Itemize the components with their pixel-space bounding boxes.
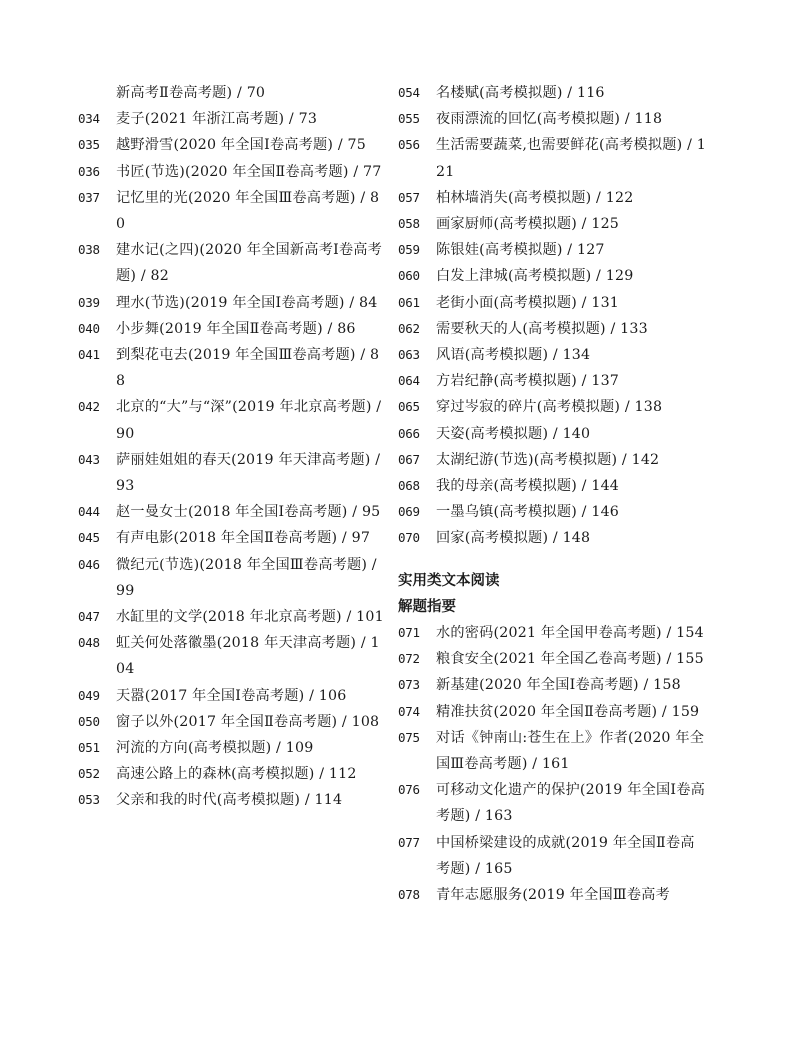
entry-title: 有声电影(2018 年全国Ⅱ卷高考题) / 97 xyxy=(116,530,371,547)
toc-entry xyxy=(398,211,706,237)
entry-title: 到梨花屯去(2019 年全国Ⅲ卷高考题) / 88 xyxy=(116,347,380,390)
toc-entry xyxy=(398,80,706,106)
entry-title: 夜雨漂流的回忆(高考模拟题) / 118 xyxy=(436,111,663,128)
toc-entry xyxy=(398,342,706,368)
entry-title: 我的母亲(高考模拟题) / 144 xyxy=(436,478,620,495)
entry-title: 一墨乌镇(高考模拟题) / 146 xyxy=(436,504,620,521)
entry-number: 059 xyxy=(398,242,420,258)
entry-title: 对话《钟南山:苍生在上》作者(2020 年全国Ⅲ卷高考题) / 161 xyxy=(436,729,705,773)
section-title: 实用类文本阅读 xyxy=(398,572,500,589)
entry-title: 生活需要蔬菜,也需要鲜花(高考模拟题) / 121 xyxy=(436,137,707,180)
toc-entry xyxy=(398,646,706,672)
entry-title: 白发上津城(高考模拟题) / 129 xyxy=(436,268,634,285)
toc-entry xyxy=(78,106,384,132)
entry-number: 067 xyxy=(398,451,420,467)
entry-number: 066 xyxy=(398,425,420,441)
entry-number: 056 xyxy=(398,137,420,153)
entry-number: 055 xyxy=(398,111,420,127)
entry-title: 水缸里的文学(2018 年北京高考题) / 101 xyxy=(116,609,384,626)
toc-entry xyxy=(78,630,384,682)
entry-number: 074 xyxy=(398,703,420,719)
entry-title: 穿过岑寂的碎片(高考模拟题) / 138 xyxy=(436,399,663,416)
entry-number: 044 xyxy=(78,504,100,520)
entry-number: 057 xyxy=(398,189,420,205)
entry-title: 记忆里的光(2020 年全国Ⅲ卷高考题) / 80 xyxy=(116,189,380,233)
entry-title: 越野滑雪(2020 年全国Ⅰ卷高考题) / 75 xyxy=(116,137,367,154)
toc-entry xyxy=(78,761,384,787)
entry-number: 060 xyxy=(398,268,420,284)
toc-list-practical xyxy=(398,620,706,908)
entry-title: 建水记(之四)(2020 年全国新高考Ⅰ卷高考题) / 82 xyxy=(116,242,383,285)
entry-number: 041 xyxy=(78,347,100,363)
toc-entry xyxy=(78,525,384,551)
toc-entry xyxy=(398,132,706,184)
entry-title: 陈银娃(高考模拟题) / 127 xyxy=(436,242,605,259)
entry-title: 天嚣(2017 年全国Ⅰ卷高考题) / 106 xyxy=(116,687,347,704)
entry-title: 萨丽娃姐姐的春天(2019 年天津高考题) / 93 xyxy=(116,451,381,495)
toc-entry xyxy=(398,830,706,882)
toc-entry xyxy=(78,683,384,709)
entry-title: 小步舞(2019 年全国Ⅱ卷高考题) / 86 xyxy=(116,320,356,337)
entry-title: 麦子(2021 年浙江高考题) / 73 xyxy=(116,111,318,128)
entry-number: 045 xyxy=(78,530,100,546)
toc-entry xyxy=(398,620,706,646)
toc-entry xyxy=(398,290,706,316)
toc-entry xyxy=(78,735,384,761)
entry-number: 051 xyxy=(78,740,100,756)
entry-number: 046 xyxy=(78,556,100,572)
entry-number: 037 xyxy=(78,189,100,205)
entry-number: 036 xyxy=(78,163,100,179)
entry-title: 赵一曼女士(2018 年全国Ⅰ卷高考题) / 95 xyxy=(116,504,381,521)
entry-title: 微纪元(节选)(2018 年全国Ⅲ卷高考题) / 99 xyxy=(116,556,377,599)
toc-entry xyxy=(78,342,384,394)
toc-entry xyxy=(398,394,706,420)
toc-entry xyxy=(78,80,384,106)
entry-number: 048 xyxy=(78,635,100,651)
entry-title: 父亲和我的时代(高考模拟题) / 114 xyxy=(116,792,343,809)
entry-title: 新基建(2020 年全国Ⅰ卷高考题) / 158 xyxy=(436,677,681,694)
entry-number: 050 xyxy=(78,713,100,729)
entry-number: 070 xyxy=(398,530,420,546)
toc-entry xyxy=(398,106,706,132)
entry-title: 书匠(节选)(2020 年全国Ⅱ卷高考题) / 77 xyxy=(116,163,382,180)
entry-title: 虹关何处落徽墨(2018 年天津高考题) / 104 xyxy=(116,635,380,678)
toc-entry xyxy=(398,882,706,908)
toc-entry xyxy=(78,709,384,735)
entry-title: 风语(高考模拟题) / 134 xyxy=(436,347,591,364)
entry-title: 北京的“大”与“深”(2019 年北京高考题) / 90 xyxy=(116,399,382,442)
toc-entry xyxy=(398,725,706,777)
entry-number: 062 xyxy=(398,320,420,336)
entry-title: 新高考Ⅱ卷高考题) / 70 xyxy=(116,85,266,101)
entry-title: 高速公路上的森林(高考模拟题) / 112 xyxy=(116,766,357,783)
entry-number: 072 xyxy=(398,651,420,667)
toc-entry xyxy=(78,787,384,813)
toc-entry xyxy=(398,237,706,263)
entry-title: 窗子以外(2017 年全国Ⅱ卷高考题) / 108 xyxy=(116,713,380,730)
entry-title: 可移动文化遗产的保护(2019 年全国Ⅰ卷高考题) / 163 xyxy=(436,782,705,825)
entry-title: 画家厨师(高考模拟题) / 125 xyxy=(436,216,620,233)
toc-entry xyxy=(78,237,384,289)
toc-entry xyxy=(398,263,706,289)
entry-number: 069 xyxy=(398,504,420,520)
entry-title: 柏林墙消失(高考模拟题) / 122 xyxy=(436,189,634,206)
entry-title: 名楼赋(高考模拟题) / 116 xyxy=(436,85,605,101)
entry-number: 078 xyxy=(398,887,420,903)
entry-title: 需要秋天的人(高考模拟题) / 133 xyxy=(436,320,648,337)
entry-number: 064 xyxy=(398,373,420,389)
toc-list-literary xyxy=(398,80,706,552)
entry-number: 043 xyxy=(78,451,100,467)
toc-entry xyxy=(398,777,706,829)
entry-number: 053 xyxy=(78,792,100,808)
entry-title: 方岩纪静(高考模拟题) / 137 xyxy=(436,373,620,390)
entry-number: 076 xyxy=(398,782,420,798)
toc-entry xyxy=(78,185,384,237)
entry-title: 精准扶贫(2020 年全国Ⅱ卷高考题) / 159 xyxy=(436,703,700,720)
entry-number: 065 xyxy=(398,399,420,415)
entry-number: 068 xyxy=(398,478,420,494)
entry-title: 天姿(高考模拟题) / 140 xyxy=(436,425,591,442)
toc-entry xyxy=(78,394,384,446)
toc-right-column xyxy=(398,80,706,908)
entry-number: 075 xyxy=(398,729,420,745)
entry-number: 039 xyxy=(78,294,100,310)
entry-number: 040 xyxy=(78,320,100,336)
entry-title: 太湖纪游(节选)(高考模拟题) / 142 xyxy=(436,451,660,468)
entry-number: 073 xyxy=(398,677,420,693)
toc-entry xyxy=(398,368,706,394)
toc-entry xyxy=(78,604,384,630)
toc-left-column xyxy=(78,80,384,814)
toc-entry xyxy=(78,447,384,499)
entry-number: 035 xyxy=(78,137,100,153)
toc-entry xyxy=(78,132,384,158)
entry-title: 青年志愿服务(2019 年全国Ⅲ卷高考 xyxy=(436,887,670,904)
entry-number: 058 xyxy=(398,216,420,232)
toc-entry xyxy=(398,316,706,342)
toc-entry xyxy=(78,290,384,316)
toc-entry xyxy=(398,525,706,551)
entry-number: 038 xyxy=(78,242,100,258)
section-gap xyxy=(398,552,706,568)
entry-number: 034 xyxy=(78,111,100,127)
toc-entry xyxy=(398,699,706,725)
toc-entry xyxy=(398,473,706,499)
toc-entry xyxy=(398,421,706,447)
toc-entry xyxy=(78,159,384,185)
entry-title: 粮食安全(2021 年全国乙卷高考题) / 155 xyxy=(436,651,704,668)
toc-entry xyxy=(78,499,384,525)
entry-number: 052 xyxy=(78,766,100,782)
entry-title: 老街小面(高考模拟题) / 131 xyxy=(436,294,620,311)
toc-entry xyxy=(398,499,706,525)
toc-entry xyxy=(78,316,384,342)
entry-title: 回家(高考模拟题) / 148 xyxy=(436,530,591,547)
section-subtitle: 解题指要 xyxy=(398,598,456,615)
entry-number: 054 xyxy=(398,85,420,100)
toc-entry xyxy=(78,552,384,604)
toc-entry xyxy=(398,672,706,698)
entry-title: 水的密码(2021 年全国甲卷高考题) / 154 xyxy=(436,625,704,642)
entry-title: 河流的方向(高考模拟题) / 109 xyxy=(116,740,314,757)
entry-number: 049 xyxy=(78,687,100,703)
entry-number: 061 xyxy=(398,294,420,310)
toc-entry xyxy=(398,185,706,211)
entry-number: 047 xyxy=(78,609,100,625)
entry-number: 077 xyxy=(398,834,420,850)
entry-number: 063 xyxy=(398,347,420,363)
toc-entry xyxy=(398,447,706,473)
entry-title: 中国桥梁建设的成就(2019 年全国Ⅱ卷高考题) / 165 xyxy=(436,834,695,877)
entry-title: 理水(节选)(2019 年全国Ⅰ卷高考题) / 84 xyxy=(116,294,378,311)
entry-number: 042 xyxy=(78,399,100,415)
entry-number: 071 xyxy=(398,625,420,641)
